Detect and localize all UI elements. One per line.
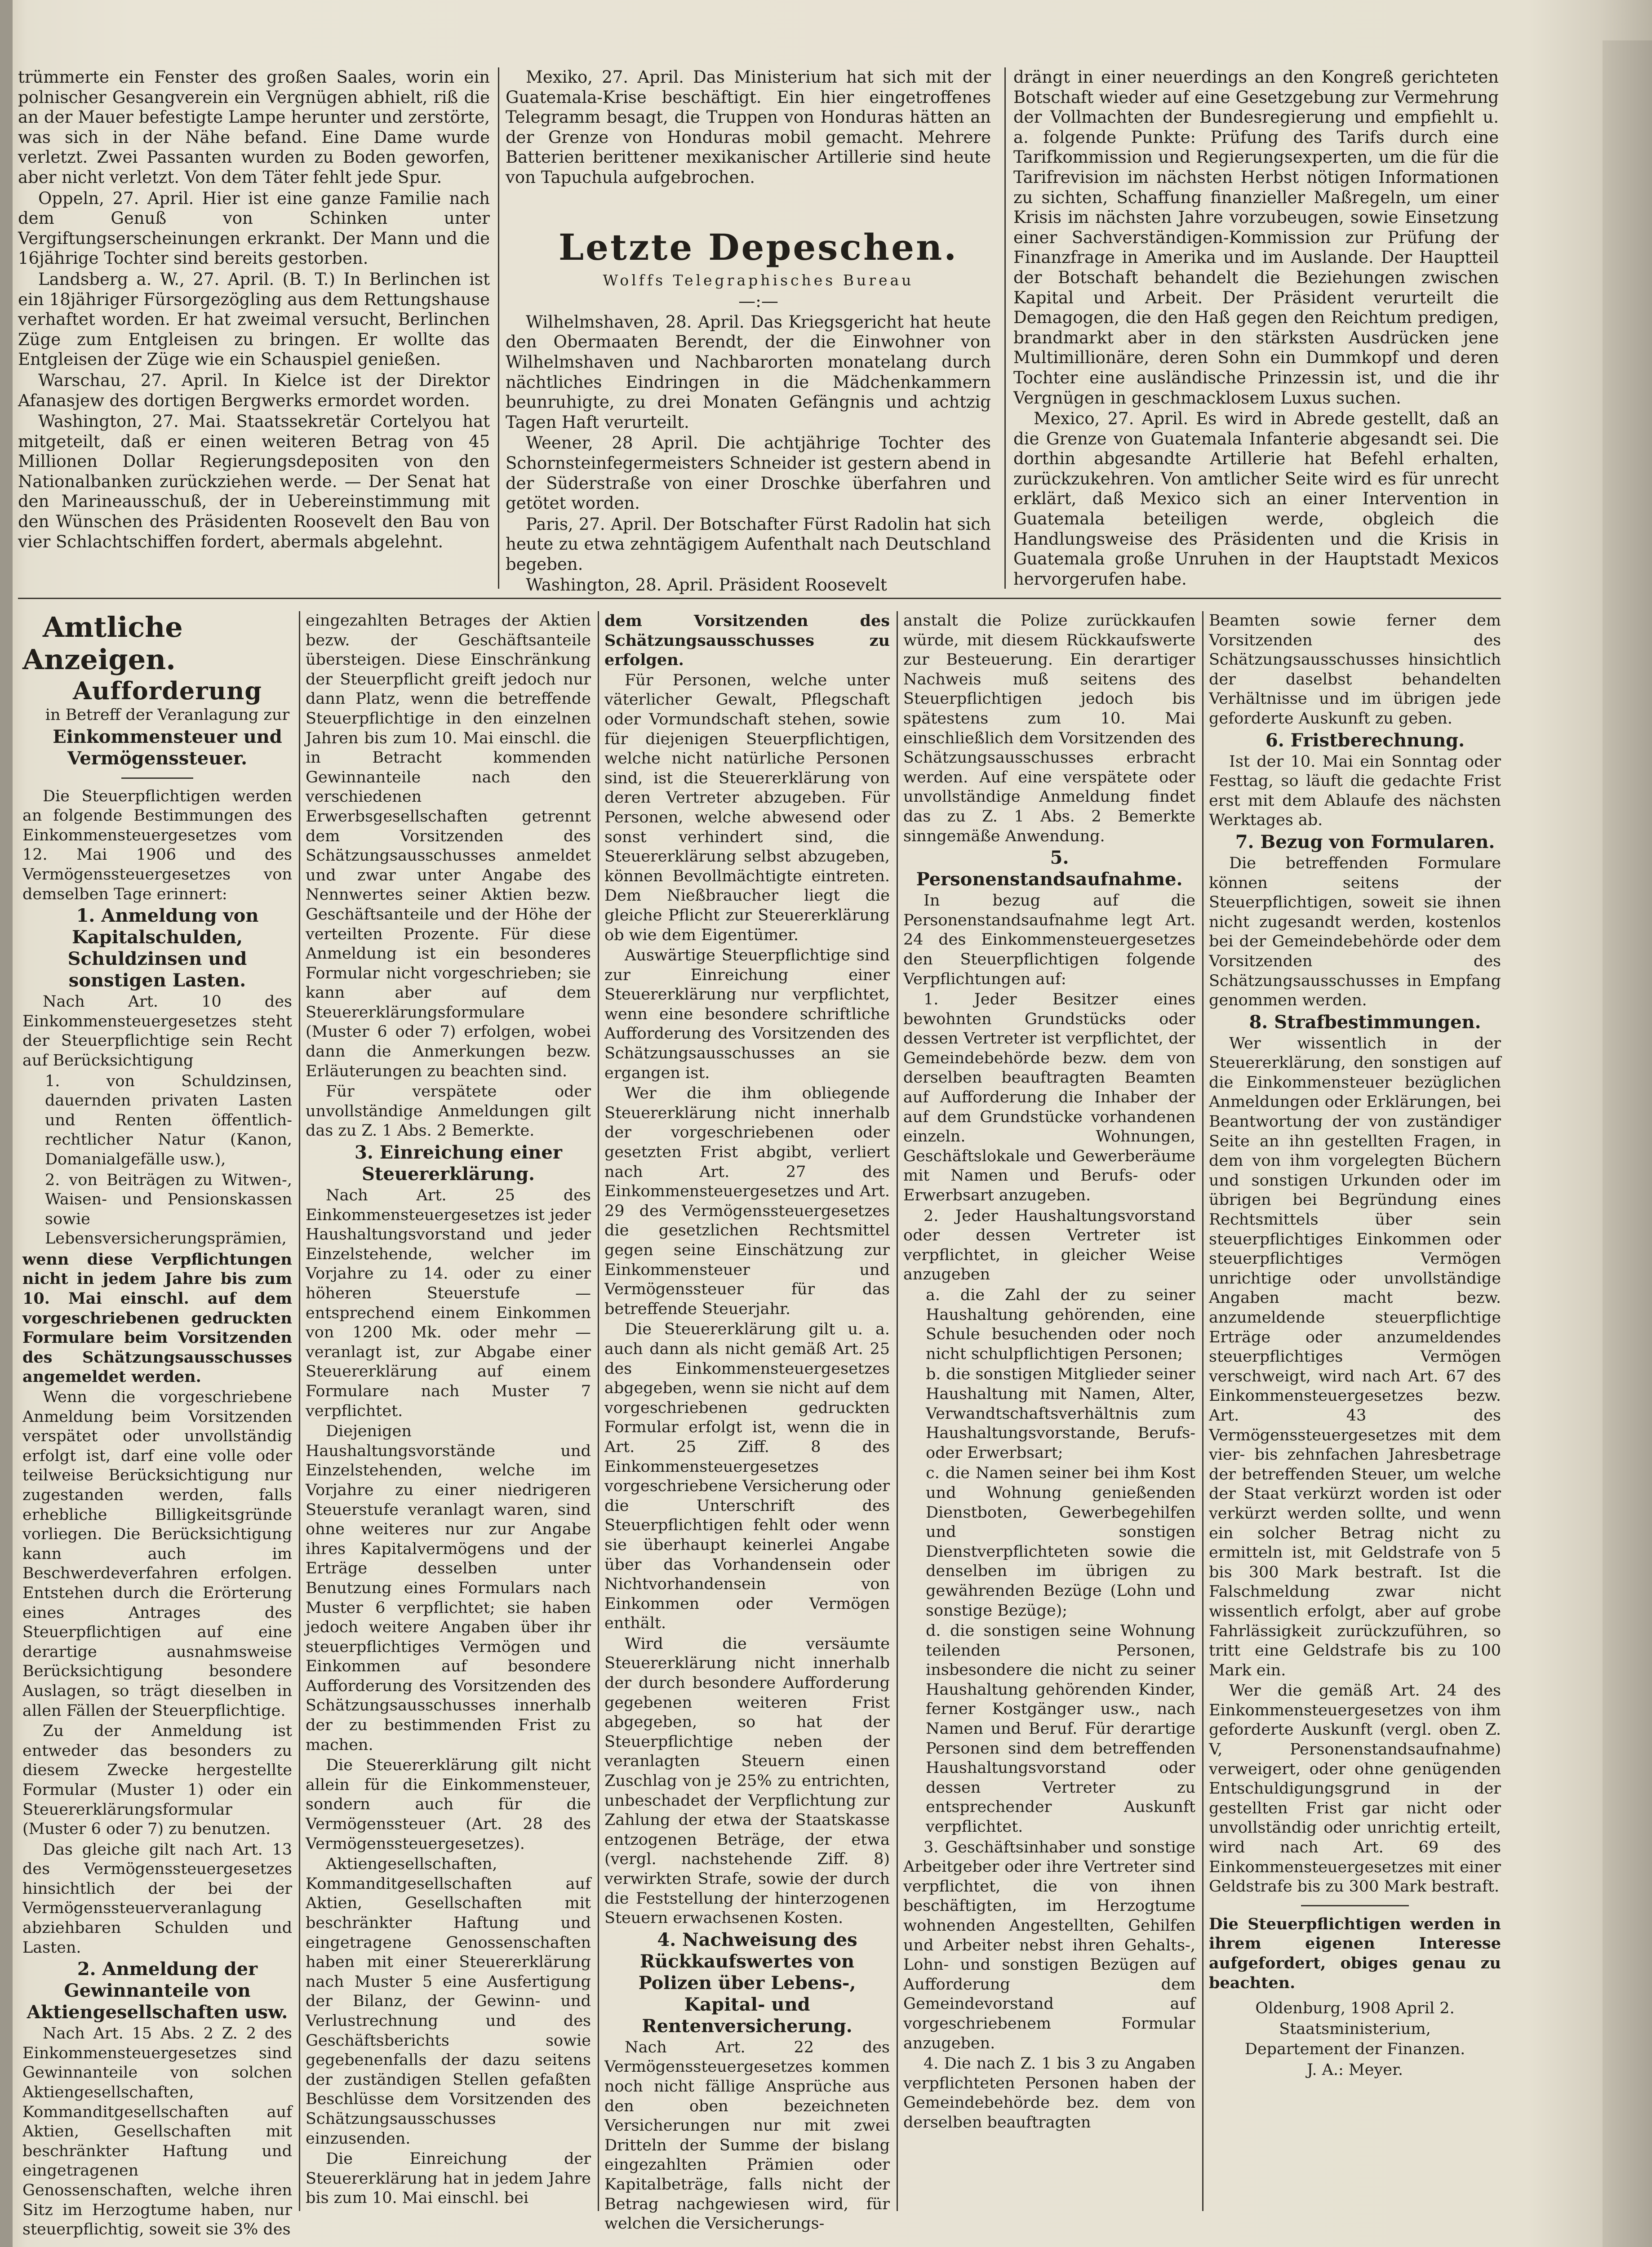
news-item: Washington, 28. April. Präsident Roosevelt <box>526 575 887 595</box>
paragraph: Wird die versäumte Steuererklärung nicht innerhalb der durch besondere Aufforderung gegebenen weiteren Frist abgegeben, so hat der Steuerpflichtige neben der veranlagten Steuern einen Zuschlag von je 25% zu entrichten, unbeschadet der Verpflichtung zur Zahlung der etwa der Staatskasse entzogenen Beträge, der etwa (vergl. nachstehende Ziff. 8) verwirkten Strafe, sowie der durch die Feststellung der hinterzogenen Steuern erwachsenen Kosten. <box>604 1634 890 1927</box>
section-heading: 4. Nachweisung des Rückkaufswertes von Polizen über Lebens-, Kapital- und Rentenversicherung. <box>638 1929 857 2037</box>
spacer <box>506 189 991 225</box>
notice-title: Aufforderung <box>73 676 262 705</box>
section-heading: 8. Strafbestimmungen. <box>1249 1011 1481 1033</box>
notices-heading: Amtliche Anzeigen. <box>22 611 183 676</box>
paragraph: Auswärtige Steuerpflichtige sind zur Einreichung einer Steuererklärung nur verpflichtet, wenn eine besondere schriftliche Aufforderung des Vorsitzenden des Schätzungsausschusses an sie ergangen ist. <box>604 946 890 1082</box>
ornament: —:— <box>738 291 778 311</box>
top-column-3 <box>1013 67 1499 589</box>
top-column-1 <box>18 67 490 584</box>
section-heading: 3. Einreichung einer Steuererklärung. <box>355 1142 562 1185</box>
notice-column-4 <box>903 611 1195 2211</box>
paragraph: Wer die ihm obliegende Steuererklärung nicht innerhalb der vorgeschriebenen oder gesetzten Frist abgibt, verliert nach Art. 27 des Einkommensteuergesetzes und Art. 29 des Vermögenssteuergesetzes die gesetzlichen Rechtsmittel gegen seine Einschätzung zur Einkommensteuer und Vermögenssteuer für das betreffende Steuerjahr. <box>604 1084 890 1318</box>
paragraph: 4. Die nach Z. 1 bis 3 zu Angaben verpflichteten Personen haben der Gemeindebehörde bez. dem von derselben beauftragten <box>903 2055 1195 2132</box>
list-item: c. die Namen seiner bei ihm Kost und Wohnung genießenden Dienstboten, Gewerbegehilfen und sonstigen Dienstverpflichteten sowie die denselben im übrigen zu gewährenden Bezüge (Lohn und sonstige Bezüge); <box>926 1464 1195 1620</box>
news-item: Weener, 28 April. Die achtjährige Tochter des Schornsteinfegermeisters Schneider ist gestern abend in der Süderstraße von einer Droschke überfahren und getötet worden. <box>506 433 991 513</box>
date-line: Oldenburg, 1908 April 2. <box>1255 1999 1455 2018</box>
paragraph: Diejenigen Haushaltungsvorstände und Einzelstehenden, welche im Vorjahre zu einer niedrigeren Steuerstufe veranlagt waren, sind ohne weiteres nur zur Angabe ihres Kapitalvermögens und der Erträge desselben unter Benutzung eines Formulars nach Muster 6 verpflichtet; sie haben jedoch weitere Angaben über ihr steuerpflichtiges Vermögen und Einkommen auf besondere Aufforderung des Vorsitzenden des Schätzungsausschusses innerhalb der zu bestimmenden Frist zu machen. <box>306 1422 591 1754</box>
notice-column-3 <box>604 611 890 2233</box>
department-name: Departement der Finanzen. <box>1244 2040 1465 2059</box>
paragraph: In bezug auf die Personenstandsaufnahme legt Art. 24 des Einkommensteuergesetzes den Steuerpflichtigen folgende Verpflichtungen auf: <box>903 892 1195 988</box>
section-heading: 1. Anmeldung von Kapitalschulden, Schuldzinsen und sonstigen Lasten. <box>67 905 259 991</box>
notice-subject: in Betreff der Veranlagung zur <box>45 706 290 724</box>
paragraph: Aktiengesellschaften, Kommanditgesellschaften auf Aktien, Gesellschaften mit beschränkter Haftung und eingetragene Genossenschaften haben mit einer Steuererklärung nach Muster 5 eine Ausfertigung der Bilanz, der Gewinn- und Verlustrechnung und des Geschäftsberichts sowie gegebenenfalls der dazu seitens der zuständigen Stellen gefaßten Beschlüsse dem Vorsitzenden des Schätzungsausschusses einzusenden. <box>306 1855 591 2148</box>
list-item: 2. von Beiträgen zu Witwen-, Waisen- und Pensionskassen sowie Lebensversicherungsprämien, <box>45 1171 292 1248</box>
section-subhead: Wolffs Telegraphisches Bureau <box>603 271 914 289</box>
paragraph: Für verspätete oder unvollständige Anmeldungen gilt das zu Z. 1 Abs. 2 Bemerkte. <box>306 1083 591 1140</box>
paragraph: Beamten sowie ferner dem Vorsitzenden des Schätzungsausschusses hinsichtlich der daselbst behandelten Verhältnisse und im übrigen jede geforderte Auskunft zu geben. <box>1209 612 1501 728</box>
paragraph: wenn diese Verpflichtungen nicht in jedem Jahre bis zum 10. Mai einschl. auf dem vorgeschriebenen gedruckten Formulare beim Vorsitzenden des Schätzungsausschusses angemeldet werden. <box>22 1250 292 1386</box>
paragraph: Ist der 10. Mai ein Sonntag oder Festtag, so läuft die gedachte Frist erst mit dem Ablaufe des nächsten Werktages ab. <box>1209 752 1501 830</box>
column-divider <box>598 611 599 2211</box>
paragraph: Die betreffenden Formulare können seitens der Steuerpflichtigen, soweit sie ihnen nicht zugesandt werden, kostenlos bei der Gemeindebehörde oder dem Vorsitzenden des Schätzungsausschusses in Empfang genommen werden. <box>1209 854 1501 1010</box>
paragraph: Zu der Anmeldung ist entweder das besonders zu diesem Zwecke hergestellte Formular (Muster 1) oder ein Steuererklärungsformular (Muster 6 oder 7) zu benutzen. <box>22 1722 292 1838</box>
top-column-2 <box>506 67 991 595</box>
paragraph: 1. Jeder Besitzer eines bewohnten Grundstücks oder dessen Vertreter ist verpflichtet, der Gemeindebehörde bezw. dem von derselben beauftragten Beamten auf Aufforderung die Inhaber der auf dem Grundstücke vorhandenen einzeln. Wohnungen, Geschäftslokale und Gewerberäume mit Namen und Berufs- oder Erwerbsart anzugeben. <box>903 990 1195 1205</box>
column-divider <box>299 611 300 2211</box>
column-divider <box>897 611 898 2211</box>
news-item: Warschau, 27. April. In Kielce ist der Direktor Afanasjew des dortigen Bergwerks ermordet worden. <box>18 370 490 410</box>
paragraph: Die Steuererklärung gilt nicht allein für die Einkommensteuer, sondern auch für die Vermögenssteuer (Art. 28 des Vermögenssteuergesetzes). <box>306 1756 591 1853</box>
paragraph: Nach Art. 25 des Einkommensteuergesetzes ist jeder Haushaltungsvorstand und jeder Einzelstehende, welcher im Vorjahre zu 14. oder zu einer höheren Steuerstufe — entsprechend einem Einkommen von 1200 Mk. oder mehr — veranlagt ist, zur Abgabe einer Steuererklärung auf einem Formulare nach Muster 7 verpflichtet. <box>306 1186 591 1420</box>
paragraph: eingezahlten Betrages der Aktien bezw. der Geschäftsanteile übersteigen. Diese Einschränkung der Steuerpflicht greift jedoch nur dann Platz, wenn die betreffende Steuerpflichtige in den einzelnen Jahren bis zum 10. Mai einschl. die in Betracht kommenden Gewinnanteile nach den verschiedenen Erwerbsgesellschaften getrennt dem Vorsitzenden des Schätzungsausschusses anmeldet und zwar unter Angabe des Nennwertes seiner Aktien bezw. Geschäftsanteile und der Höhe der verteilten Prozente. Für diese Anmeldung ist ein besonderes Formular nicht vorgeschrieben; sie kann aber auf dem Steuererklärungsformulare (Muster 6 oder 7) erfolgen, wobei dann die Anmerkungen bezw. Erläuterungen zu beachten sind. <box>306 612 591 1080</box>
notice-column-1 <box>22 611 292 2239</box>
section-divider <box>18 598 1501 599</box>
ministry-name: Staatsministerium, <box>1279 2020 1431 2038</box>
list-item: 1. von Schuldzinsen, dauernden privaten Lasten und Renten öffentlich-rechtlicher Natur (Kanon, Domanialgefälle usw.), <box>45 1072 292 1168</box>
paragraph: Nach Art. 15 Abs. 2 Z. 2 des Einkommensteuergesetzes sind Gewinnanteile von solchen Aktiengesellschaften, Kommanditgesellschaften auf Aktien, Gesellschaften mit beschränkter Haftung und eingetragenen Genossenschaften, welche ihren Sitz im Herzogtume haben, nur steuerpflichtig, soweit sie 3% des <box>22 2025 292 2239</box>
column-divider <box>1202 611 1203 2211</box>
news-item: drängt in einer neuerdings an den Kongreß gerichteten Botschaft wieder auf eine Gesetzgebung zur Vermehrung der Vollmachten der Bundesregierung und empfiehlt u. a. folgende Punkte: Prüfung des Tarifs durch eine Tarifkommission und Regierungsexperten, um die für die Tarifrevision im nächsten Herbst nötigen Informationen zu sichten, Schaffung finanzieller Maßregeln, um einer Krisis im nächsten Jahre vorzubeugen, sowie Einsetzung einer Sachverständigen-Kommission zur Prüfung der Finanzfrage in Amerika und im Auslande. Der Hauptteil der Botschaft behandelt die Beziehungen zwischen Kapital und Arbeit. Der Präsident verurteilt die Demagogen, die den Haß gegen den Reichtum predigen, brandmarkt aber in den stärksten Ausdrücken jene Multimillionäre, deren Sohn ein Dummkopf und deren Tochter eine ausländische Prinzessin ist, und die ihr Vergnügen in geschmacklosem Luxus suchen. <box>1013 67 1499 408</box>
section-headline: Letzte Depeschen. <box>558 226 959 268</box>
paragraph: Für Personen, welche unter väterlicher Gewalt, Pflegschaft oder Vormundschaft stehen, sowie für diejenigen Steuerpflichtigen, welche nicht natürliche Personen sind, ist die Steuererklärung von deren Vertreter abzugeben. Für Personen, welche abwesend oder sonst verhindert sind, die Steuererklärung selbst abzugeben, können Bevollmächtigte eintreten. Dem Nießbraucher liegt die gleiche Pflicht zur Steuererklärung ob wie dem Eigentümer. <box>604 671 890 944</box>
signature: J. A.: Meyer. <box>1307 2060 1403 2079</box>
list-item: b. die sonstigen Mitglieder seiner Haushaltung mit Namen, Alter, Verwandtschaftsverhältnis zum Haushaltungsvorstande, Berufs- oder Erwerbsart; <box>926 1365 1195 1462</box>
paragraph: Wer wissentlich in der Steuererklärung, den sonstigen auf die Einkommensteuer bezüglichen Anmeldungen oder Erklärungen, bei Beantwortung der von zuständiger Seite an ihn gestellten Fragen, in dem von ihm vorgelegten Büchern und sonstigen Urkunden oder im übrigen bei Begründung eines Rechtsmittels über sein steuerpflichtiges Einkommen oder steuerpflichtiges Vermögen unrichtige oder unvollständige Angaben macht bezw. anzumeldende steuerpflichtige Erträge oder anzumeldendes steuerpflichtiges Vermögen verschweigt, wird nach Art. 67 des Einkommensteuergesetzes bezw. Art. 43 des Vermögenssteuergesetzes mit dem vier- bis zehnfachen Jahresbetrage der betreffenden Steuer, um welche der Staat verkürzt worden ist oder verkürzt werden sollte, und wenn ein solcher Betrag nicht zu ermitteln ist, mit Geldstrafe von 5 bis 300 Mark bestraft. Ist die Falschmeldung zwar nicht wissentlich erfolgt, aber auf grobe Fahrlässigkeit zurückzuführen, so tritt eine Geldstrafe bis zu 100 Mark ein. <box>1209 1034 1501 1679</box>
paragraph: Die Steuerpflichtigen werden an folgende Bestimmungen des Einkommensteuergesetzes vom 12. Mai 1906 und des Vermögenssteuergesetzes von demselben Tage erinnert: <box>22 787 292 903</box>
section-heading: 6. Fristberechnung. <box>1265 729 1465 751</box>
news-item: Washington, 27. Mai. Staatssekretär Cortelyou hat mitgeteilt, daß er einen weiteren Betrag von 45 Millionen Dollar Regierungsdepositen von den Nationalbanken zurückziehen werde. — Der Senat hat den Marineausschuß, der in Uebereinstimmung mit den Wünschen des Präsidenten Roosevelt den Bau von vier Schlachtschiffen fordert, abermals abgelehnt. <box>18 412 490 551</box>
news-item: Landsberg a. W., 27. April. (B. T.) In Berlinchen ist ein 18jähriger Fürsorgezögling aus dem Rettungshause verhaftet worden. Er hat zweimal versucht, Berlinchen Züge zum Entgleisen zu bringen. Er wollte das Entgleisen der Züge wie ein Schauspiel genießen. <box>18 269 490 369</box>
paragraph: Wer die gemäß Art. 24 des Einkommensteuergesetzes von ihm geforderte Auskunft (vergl. oben Z. V, Personenstandsaufnahme) verweigert, oder ohne genügenden Entschuldigungsgrund in der gestellten Frist gar nicht oder unvollständig oder unrichtig erteilt, wird nach Art. 69 des Einkommensteuergesetzes mit einer Geldstrafe bis zu 300 Mark bestraft. <box>1209 1682 1501 1896</box>
paragraph: Nach Art. 10 des Einkommensteuergesetzes steht der Steuerpflichtige sein Recht auf Berücksichtigung <box>22 993 292 1070</box>
notice-subject-bold: Einkommensteuer und Vermögenssteuer. <box>53 726 282 769</box>
section-heading: 5. Personenstandsaufnahme. <box>916 847 1183 890</box>
list-item: d. die sonstigen seine Wohnung teilenden Personen, insbesondere die nicht zu seiner Haushaltung gehörenden Kinder, ferner Kostgänger usw., nach Namen und Beruf. Für derartige Personen sind dem betreffenden Haushaltungsvorstand oder dessen Vertreter zu entsprechender Auskunft verpflichtet. <box>926 1622 1195 1836</box>
binding-edge <box>0 0 13 2247</box>
appeal-text: Die Steuerpflichtigen werden in ihrem eigenen Interesse aufgefordert, obiges genau zu beachten. <box>1209 1914 1501 1992</box>
paragraph: Nach Art. 22 des Vermögenssteuergesetzes kommen noch nicht fällige Ansprüche aus den oben bezeichneten Versicherungen nur mit zwei Dritteln der Summe der bislang eingezahlten Prämien oder Kapitalbeträge, falls nicht der Betrag nachgewiesen wird, für welchen die Versicherungs- <box>604 2038 890 2233</box>
notice-column-5 <box>1209 611 1501 2211</box>
news-item: Mexico, 27. April. Es wird in Abrede gestellt, daß an die Grenze von Guatemala Infanterie abgesandt sei. Die dorthin abgesandte Artillerie hat Befehl erhalten, zurückzukehren. Von amtlicher Seite wird es für unrecht erklärt, daß Mexico sich an einer Intervention in Guatemala beteiligen werde, obgleich die Handlungsweise des Präsidenten und die Krisis in Guatemala große Unruhen in der Hauptstadt Mexicos hervorgerufen habe. <box>1013 409 1499 589</box>
news-item: Oppeln, 27. April. Hier ist eine ganze Familie nach dem Genuß von Schinken unter Vergiftungserscheinungen erkrankt. Der Mann und die 16jährige Tochter sind bereits gestorben. <box>18 188 490 268</box>
paragraph: anstalt die Polize zurückkaufen würde, mit diesem Rückkaufswerte zur Besteuerung. Ein derartiger Nachweis muß seitens des Steuerpflichtigen jedoch bis spätestens zum 10. Mai einschließlich dem Vorsitzenden des Schätzungsausschusses erbracht werden. Auf eine verspätete oder unvollständige Anmeldung findet das zu Z. 1 Abs. 2 Bemerkte sinngemäße Anwendung. <box>903 612 1195 845</box>
paragraph: 2. Jeder Haushaltungsvorstand oder dessen Vertreter ist verpflichtet, in gleicher Weise anzugeben <box>903 1207 1195 1284</box>
section-heading: 7. Bezug von Formularen. <box>1235 831 1495 853</box>
paragraph: 3. Geschäftsinhaber und sonstige Arbeitgeber oder ihre Vertreter sind verpflichtet, die von ihnen beschäftigten, im Herzogtume wohnenden Angestellten, Gehilfen und Arbeiter nebst ihren Gehalts-, Lohn- und sonstigen Bezügen auf Aufforderung dem Gemeindevorstand auf vorgeschriebenem Formular anzugeben. <box>903 1838 1195 2052</box>
column-divider <box>1004 67 1006 589</box>
paragraph: Die Steuererklärung gilt u. a. auch dann als nicht gemäß Art. 25 des Einkommensteuergesetzes abgegeben, wenn sie nicht auf dem vorgeschriebenen gedruckten Formular erfolgt ist, wenn die in Art. 25 Ziff. 8 des Einkommensteuergesetzes vorgeschriebene Versicherung oder die Unterschrift des Steuerpflichtigen fehlt oder wenn sie überhaupt keinerlei Angabe über das Vorhandensein oder Nichtvorhandensein von Einkommen oder Vermögen enthält. <box>604 1320 890 1633</box>
paragraph: dem Vorsitzenden des Schätzungsausschusses zu erfolgen. <box>604 612 890 670</box>
notice-column-2 <box>306 611 591 2211</box>
section-heading: 2. Anmeldung der Gewinnanteile von Aktiengesellschaften usw. <box>27 1958 288 2023</box>
news-item: Wilhelmshaven, 28. April. Das Kriegsgericht hat heute den Obermaaten Berendt, der die Einwohner von Wilhelmshaven und Nachbarorten monatelang durch nächtliches Eindringen in die Mädchenkammern beunruhigte, zu drei Monaten Gefängnis und achtzig Tagen Haft verurteilt. <box>506 312 991 432</box>
divider-line <box>121 777 193 779</box>
news-item: Paris, 27. April. Der Botschafter Fürst Radolin hat sich heute zu etwa zehntägigem Aufenthalt nach Deutschland begeben. <box>506 514 991 574</box>
news-item: trümmerte ein Fenster des großen Saales, worin ein polnischer Gesangverein ein Vergnügen abhielt, riß die an der Mauer befestigte Lampe herunter und zerstörte, was sich in der Nähe befand. Eine Dame wurde verletzt. Zwei Passanten wurden zu Boden geworfen, aber nicht verletzt. Von dem Täter fehlt jede Spur. <box>18 67 490 187</box>
paragraph: Die Einreichung der Steuererklärung hat in jedem Jahre bis zum 10. Mai einschl. bei <box>306 2150 591 2207</box>
paragraph: Das gleiche gilt nach Art. 13 des Vermögenssteuergesetzes hinsichtlich der bei der Vermögenssteuerveranlagung abziehbaren Schulden und Lasten. <box>22 1840 292 1957</box>
divider-line <box>1301 1905 1409 1906</box>
column-divider <box>498 67 499 589</box>
paragraph: Wenn die vorgeschriebene Anmeldung beim Vorsitzenden verspätet oder unvollständig erfolgt ist, darf eine volle oder teilweise Berücksichtigung nur zugestanden werden, falls erhebliche Billigkeitsgründe vorliegen. Die Berücksichtigung kann auch im Beschwerdeverfahren erfolgen. Entstehen durch die Erörterung eines Antrages des Steuerpflichtigen auf eine derartige ausnahmsweise Berücksichtigung besondere Auslagen, so trägt dieselben in allen Fällen der Steuerpflichtige. <box>22 1388 292 1720</box>
page-edge <box>1603 40 1652 2247</box>
news-item: Mexiko, 27. April. Das Ministerium hat sich mit der Guatemala-Krise beschäftigt. Ein hier eingetroffenes Telegramm besagt, die Truppen von Honduras hätten an der Grenze von Honduras mobil gemacht. Mehrere Batterien berittener mexikanischer Artillerie sind heute von Tapuchula aufgebrochen. <box>506 67 991 187</box>
list-item: a. die Zahl der zu seiner Haushaltung gehörenden, eine Schule besuchenden oder noch nicht schulpflichtigen Personen; <box>926 1286 1195 1363</box>
